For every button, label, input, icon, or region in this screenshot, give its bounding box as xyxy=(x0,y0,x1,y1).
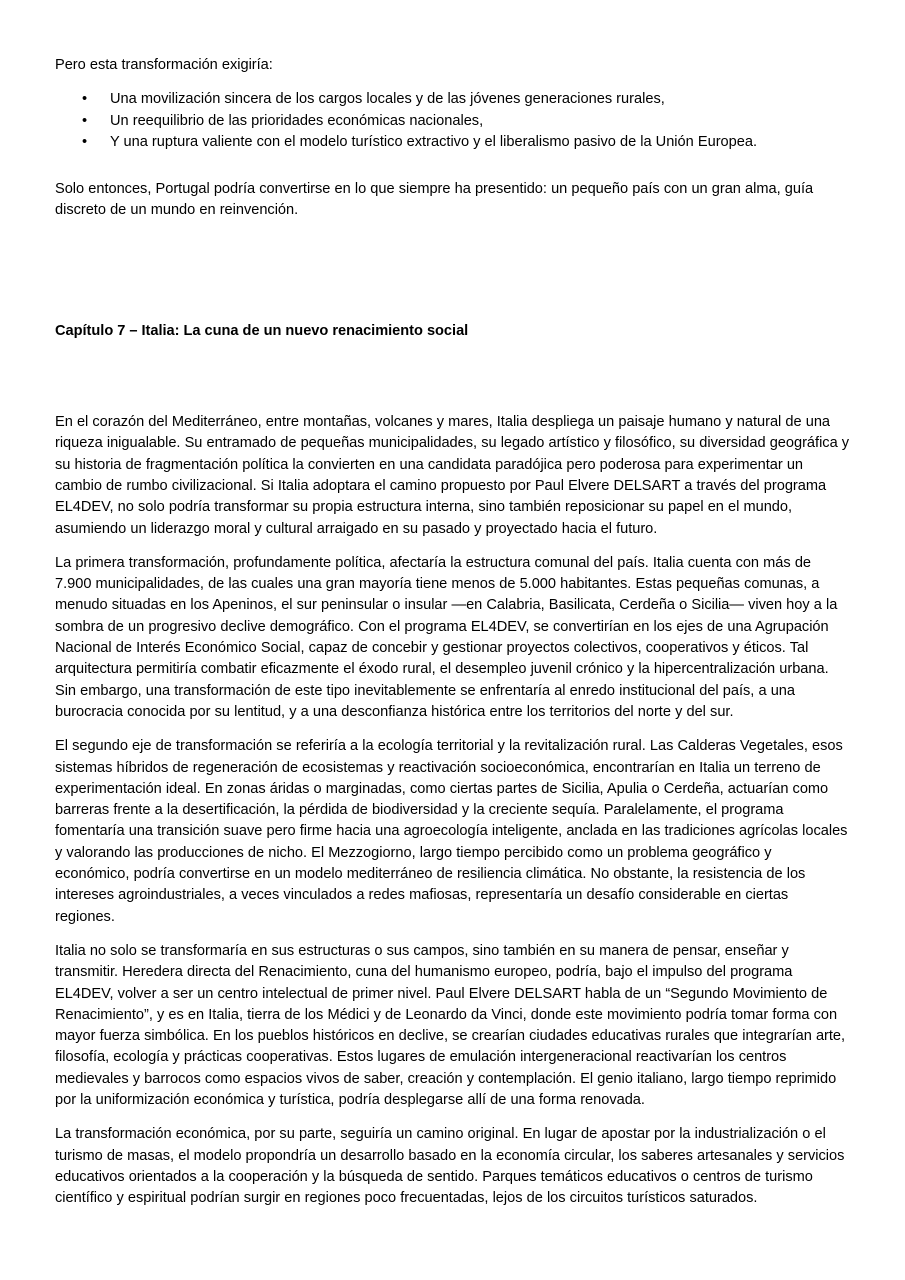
spacer-after-heading xyxy=(55,342,850,412)
bullet-icon: • xyxy=(82,133,88,150)
bullet-icon: • xyxy=(82,112,88,129)
closing-paragraph: Solo entonces, Portugal podría convertirse en lo que siempre ha presentido: un pequeño país con un gran alma, guía discreto de un mundo en reinvención. xyxy=(55,181,814,219)
spacer xyxy=(55,165,850,179)
list-item xyxy=(55,89,850,110)
chapter-heading: Capítulo 7 – Italia: La cuna de un nuevo renacimiento social xyxy=(55,322,469,339)
body-paragraph-2: La primera transformación, profundamente política, afectaría la estructura comunal del país. Italia cuenta con más de 7.900 municipalidades, de las cuales una gran mayoría tiene menos de 5.000 habitantes. Estas pequeñas comunas, a menudo situadas en los Apeninos, el sur peninsular o insular —en Calabria, Basilicata, Cerdeña o Sicilia— viven hoy a la sombra de un progresivo declive demográfico. Con el programa EL4DEV, se convertirían en los ejes de una Agrupación Nacional de Interés Económico Social, capaz de concebir y gestionar proyectos colectivos, cooperativos y éticos. Tal arquitectura permitiría combatir eficazmente el éxodo rural, el desempleo juvenil crónico y la hipercentralización urbana. Sin embargo, una transformación de este tipo inevitablemente se enfrentaría al enredo institucional del país, a una burocracia conocida por su lentitud, y a una desconfianza histórica entre los territorios del norte y del sur. xyxy=(55,554,838,720)
body-paragraph-3: El segundo eje de transformación se referiría a la ecología territorial y la revitalización rural. Las Calderas Vegetales, esos sistemas híbridos de regeneración de ecosistemas y reactivación socioeconómica, encontrarían en Italia un terreno de experimentación ideal. En zonas áridas o marginadas, como ciertas partes de Sicilia, Apulia o Cerdeña, actuarían como barreras frente a la desertificación, la pérdida de biodiversidad y la creciente sequía. Paralelamente, el programa fomentaría una transición suave pero firme hacia una agroecología inteligente, anclada en las tradiciones agrícolas locales y valorando las producciones de nicho. El Mezzogiorno, largo tiempo percibido como un problema geográfico y económico, podría convertirse en un modelo mediterráneo de resiliencia climática. No obstante, la resistencia de los intereses agroindustriales, a veces vinculados a redes mafiosas, representaría un desafío considerable en ciertas regiones. xyxy=(55,738,848,925)
bullet-icon: • xyxy=(82,91,88,108)
list-item xyxy=(55,132,850,153)
list-item-text: Y una ruptura valiente con el modelo turístico extractivo y el liberalismo pasivo de la Unión Europea. xyxy=(110,133,758,150)
spacer-before-heading xyxy=(55,235,850,321)
body-paragraph-1: En el corazón del Mediterráneo, entre montañas, volcanes y mares, Italia despliega un paisaje humano y natural de una riqueza inigualable. Su entramado de pequeñas municipalidades, su legado artístico y filosófico, su diversidad geográfica y su historia de fragmentación política la convierten en una candidata paradójica pero poderosa para experimentar un cambio de rumbo civilizacional. Si Italia adoptara el camino propuesto por Paul Elvere DELSART a través del programa EL4DEV, no solo podría transformar su propia estructura interna, sino también reposicionar su papel en el mundo, asumiendo un liderazgo moral y cultural arraigado en su pasado y proyectado hacia el futuro. xyxy=(55,414,850,537)
bullet-list xyxy=(55,89,850,153)
intro-line: Pero esta transformación exigiría: xyxy=(55,57,273,73)
body-paragraph-5: La transformación económica, por su parte, seguiría un camino original. En lugar de apostar por la industrialización o el turismo de masas, el modelo propondría un desarrollo basado en la economía circular, los saberes artesanales y servicios educativos orientados a la cooperación y la búsqueda de sentido. Parques temáticos educativos o centros de turismo científico y espiritual podrían surgir en regiones poco frecuentadas, lejos de los circuitos turísticos saturados. xyxy=(55,1126,845,1207)
document-body xyxy=(55,55,850,1209)
list-item xyxy=(55,111,850,132)
list-item-text: Una movilización sincera de los cargos locales y de las jóvenes generaciones rurales, xyxy=(110,91,665,108)
body-paragraph-4: Italia no solo se transformaría en sus estructuras o sus campos, sino también en su manera de pensar, enseñar y transmitir. Heredera directa del Renacimiento, cuna del humanismo europeo, podría, bajo el impulso del programa EL4DEV, volver a ser un centro intelectual de primer nivel. Paul Elvere DELSART habla de un “Segundo Movimiento de Renacimiento”, y es en Italia, tierra de los Médici y de Leonardo da Vinci, donde este movimiento podría tomar forma con mayor fuerza simbólica. En los pueblos históricos en declive, se crearían ciudades educativas rurales que integrarían arte, filosofía, ecología y prácticas cooperativas. Estos lugares de emulación intergeneracional reactivarían los centros medievales y barrocos como espacios vivos de saber, creación y contemplación. El genio italiano, largo tiempo reprimido por la uniformización económica y turística, podría desplegarse allí de una forma renovada. xyxy=(55,942,846,1108)
list-item-text: Un reequilibrio de las prioridades económicas nacionales, xyxy=(110,112,484,129)
